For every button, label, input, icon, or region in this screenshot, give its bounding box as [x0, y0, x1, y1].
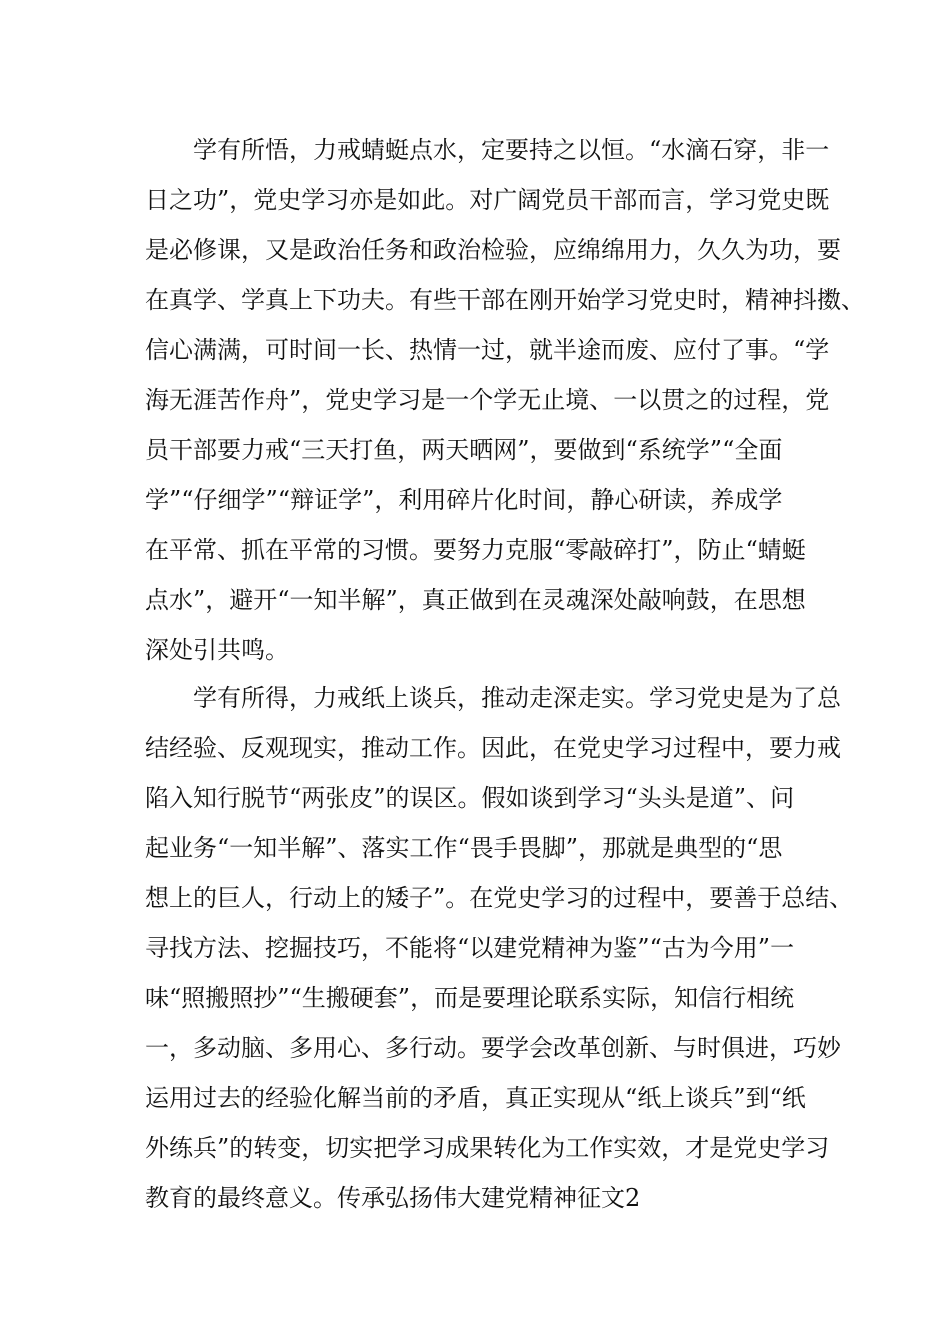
- paragraph-line: 教育的最终意义。传承弘扬伟大建党精神征文2: [145, 1184, 641, 1212]
- paragraph-line: 陷入知行脱节“两张皮”的误区。假如谈到学习“头头是道”、问: [145, 784, 795, 812]
- paragraph-line: 员干部要力戒“三天打鱼，两天晒网”，要做到“系统学”“全面: [145, 436, 783, 464]
- paragraph-line: 学有所得，力戒纸上谈兵，推动走深走实。学习党史是为了总: [193, 684, 841, 712]
- paragraph-line: 深处引共鸣。: [145, 636, 289, 664]
- paragraph-line: 点水”，避开“一知半解”，真正做到在灵魂深处敲响鼓，在思想: [145, 586, 806, 614]
- paragraph-line: 在真学、学真上下功夫。有些干部在刚开始学习党史时，精神抖擞、: [145, 286, 865, 314]
- paragraph-line: 外练兵”的转变，切实把学习成果转化为工作实效，才是党史学习: [145, 1134, 830, 1162]
- paragraph-line: 学”“仔细学”“辩证学”，利用碎片化时间，静心研读，养成学: [145, 486, 783, 514]
- paragraph-line: 味“照搬照抄”“生搬硬套”，而是要理论联系实际，知信行相统: [145, 984, 795, 1012]
- paragraph-line: 海无涯苦作舟”，党史学习是一个学无止境、一以贯之的过程，党: [145, 386, 830, 414]
- paragraph-line: 日之功”，党史学习亦是如此。对广阔党员干部而言，学习党史既: [145, 186, 830, 214]
- paragraph-line: 起业务“一知半解”、落实工作“畏手畏脚”，那就是典型的“思: [145, 834, 783, 862]
- paragraph-1: [145, 125, 865, 675]
- paragraph-line: 一，多动脑、多用心、多行动。要学会改革创新、与时俱进，巧妙: [145, 1034, 841, 1062]
- paragraph-line: 在平常、抓在平常的习惯。要努力克服“零敲碎打”，防止“蜻蜓: [145, 536, 806, 564]
- paragraph-line: 结经验、反观现实，推动工作。因此，在党史学习过程中，要力戒: [145, 734, 841, 762]
- paragraph-line: 是必修课，又是政治任务和政治检验，应绵绵用力，久久为功，要: [145, 236, 841, 264]
- paragraph-line: 学有所悟，力戒蜻蜓点水，定要持之以恒。“水滴石穿，非一: [193, 136, 830, 164]
- paragraph-line: 信心满满，可时间一长、热情一过，就半途而废、应付了事。“学: [145, 336, 830, 364]
- paragraph-line: 寻找方法、挖掘技巧，不能将“以建党精神为鉴”“古为今用”一: [145, 934, 795, 962]
- paragraph-line: 运用过去的经验化解当前的矛盾，真正实现从“纸上谈兵”到“纸: [145, 1084, 806, 1112]
- paragraph-line: 想上的巨人，行动上的矮子”。在党史学习的过程中，要善于总结、: [145, 884, 854, 912]
- paragraph-2: [145, 673, 854, 1223]
